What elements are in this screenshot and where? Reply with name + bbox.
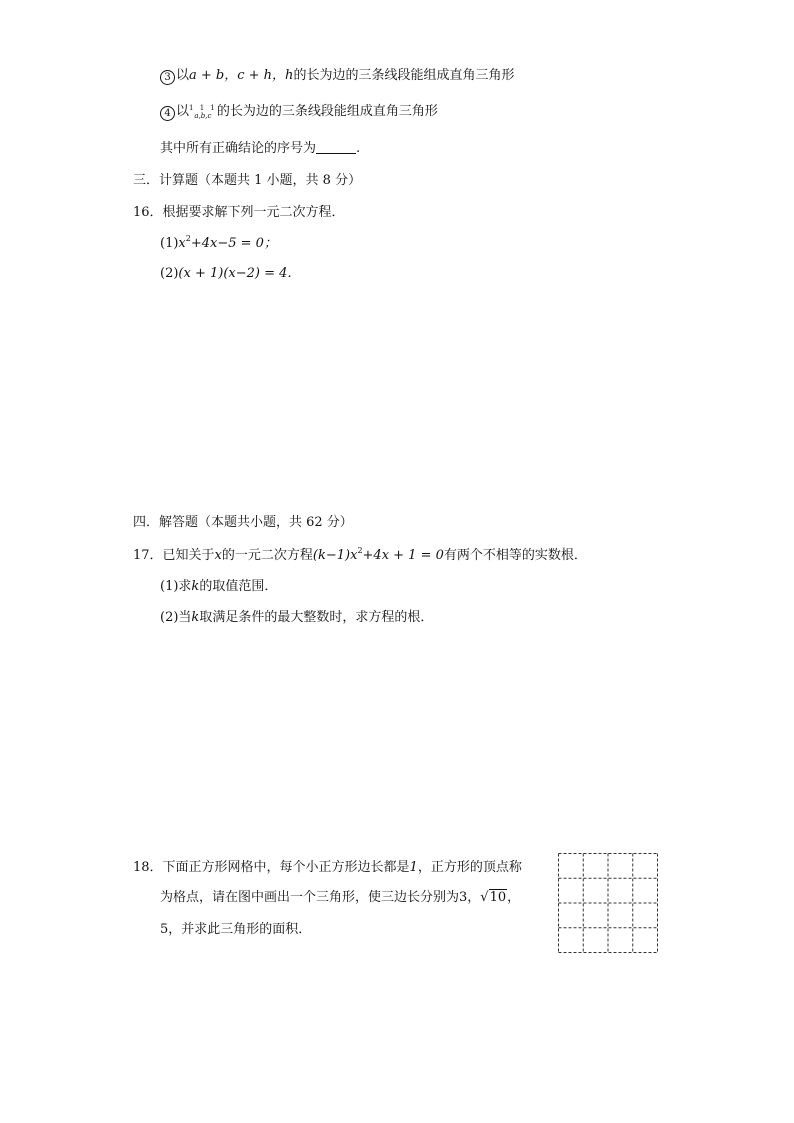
question-16-stem: 16．根据要求解下列一元二次方程． [133, 205, 345, 220]
statement-4: 4 以 1 1 1 a,b,c 的长为边的三条线段能组成直角三角形 [160, 102, 438, 122]
section-4-heading: 四．解答题（本题共小题，共 62 分） [133, 515, 353, 530]
reciprocal-fractions: 1 1 1 a,b,c [189, 104, 217, 120]
circled-number-4: 4 [160, 106, 175, 121]
question-16-part-2: (2)(x + 1)(x−2) = 4． [160, 266, 301, 281]
question-18-line-3: 5，并求此三角形的面积． [160, 922, 312, 937]
square-grid-figure[interactable] [558, 853, 658, 953]
question-17-part-2: (2)当k取满足条件的最大整数时，求方程的根． [160, 610, 434, 625]
statement-3: 3 以a + b，c + h，h的长为边的三条线段能组成直角三角形 [160, 66, 514, 86]
statement-3-vars: a + b，c + h，h [189, 68, 294, 83]
question-16-part-1: $(1)x^2+4x-5 = 0$； [160, 234, 277, 251]
question-17-part-1: (1)求k的取值范围． [160, 579, 278, 594]
question-18-line-2: 为格点，请在图中画出一个三角形，使三边长分别为3，√10， [160, 888, 520, 908]
circled-number-3: 3 [160, 70, 175, 85]
section-3-heading: 三．计算题（本题共 1 小题，共 8 分） [133, 173, 362, 188]
question-18-line-1: 18．下面正方形网格中，每个小正方形边长都是1，正方形的顶点称 [133, 860, 522, 875]
sqrt-ten: √10 [480, 890, 507, 905]
conclusion-line: 其中所有正确结论的序号为 . [160, 141, 361, 156]
answer-blank[interactable] [316, 139, 356, 154]
question-17-stem: 17．已知关于x的一元二次方程$(k-1)x^2+4x + 1 = 0$有两个不相等的实数根． [133, 546, 587, 563]
